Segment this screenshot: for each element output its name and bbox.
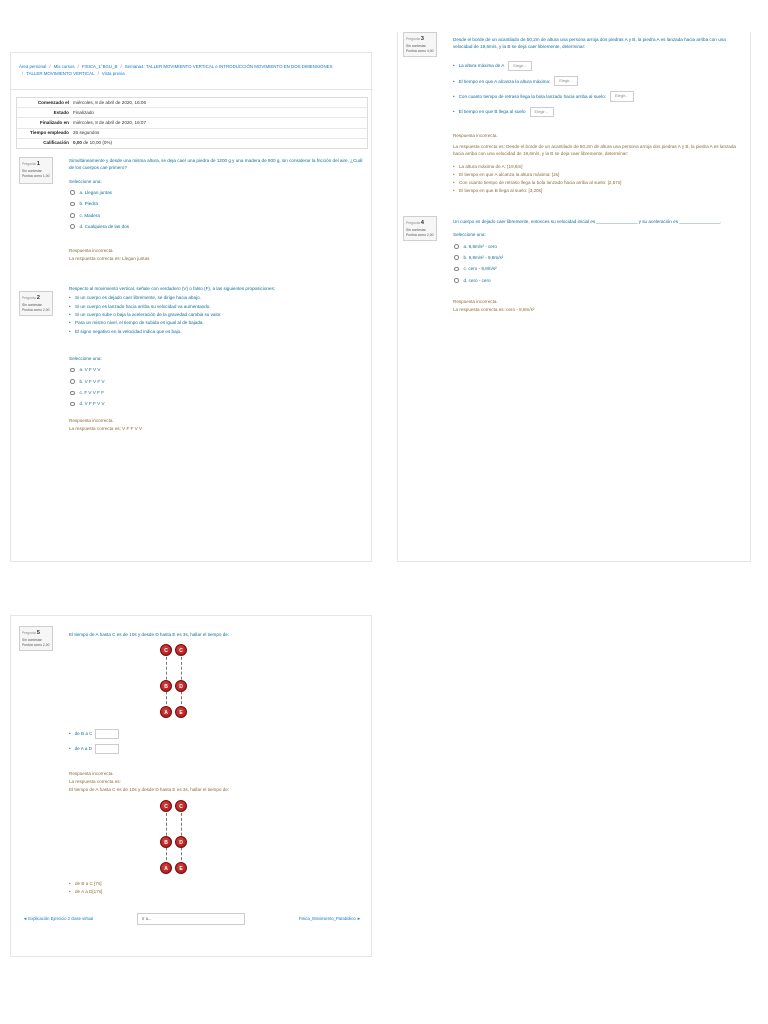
question-state: Sin contestar <box>22 637 42 642</box>
answer-input[interactable] <box>95 744 119 754</box>
flag-question-icon[interactable] <box>22 179 50 181</box>
question-number: 5 <box>36 630 40 636</box>
bullet-icon: • <box>453 78 455 84</box>
answer-option[interactable] <box>454 277 743 284</box>
radio-icon[interactable] <box>70 202 75 207</box>
ball-D-icon: D <box>175 836 187 848</box>
feedback-incorrect: Respuesta incorrecta. <box>69 248 114 253</box>
summary-row <box>17 108 367 118</box>
summary-row <box>17 118 367 128</box>
answer-input[interactable] <box>95 729 119 739</box>
question-label: Pregunta <box>406 221 420 225</box>
question-3-feedback <box>453 132 743 196</box>
answer-dropdown[interactable]: Elegir... <box>610 91 634 101</box>
question-number: 3 <box>420 36 424 42</box>
quiz-page-1 <box>10 52 372 562</box>
question-4-body <box>453 218 743 284</box>
radio-icon[interactable] <box>70 224 75 229</box>
question-points: Puntúa como 2,00 <box>22 307 50 312</box>
answer-option-label: c. F V V F F <box>79 390 105 396</box>
feedback-answer-item: • de B a C [7s] <box>69 880 269 888</box>
answer-dropdown[interactable]: Elegir... <box>554 76 578 86</box>
feedback-answer-item: • de A a D[17s] <box>69 888 269 896</box>
breadcrumb-separator: / <box>77 64 79 69</box>
feedback-incorrect: Respuesta incorrecta. <box>453 299 498 304</box>
feedback-answer-item: • La altura máxima de A: [19,6m] <box>453 163 743 171</box>
ball-C-icon: C <box>160 800 172 812</box>
radio-icon[interactable] <box>454 244 459 249</box>
radio-icon[interactable] <box>454 267 459 272</box>
bullet-icon: • <box>453 109 455 115</box>
question-text: Respecto al movimiento vertical, señale con verdadero (V) o falso (F), a las siguientes proposiciones: <box>69 286 276 291</box>
radio-icon[interactable] <box>70 368 75 373</box>
summary-value: 26 segundos <box>73 130 100 136</box>
grade-total: de 10,00 (0%) <box>81 140 113 146</box>
matching-item <box>453 61 743 71</box>
breadcrumb-preview[interactable]: Vista previa <box>101 71 125 77</box>
question-info-3 <box>403 32 437 57</box>
summary-label: Tiempo empleado <box>30 130 69 136</box>
question-info-5 <box>19 626 53 651</box>
jump-to-select[interactable]: Ir a... <box>137 913 245 925</box>
question-3-body <box>453 36 743 122</box>
attempt-summary-table <box>16 97 368 149</box>
matching-item <box>453 76 743 86</box>
feedback-correct-answer: La respuesta correcta es: V F F V V <box>69 425 143 431</box>
question-text: Desde el borde de un acantilado de 50,2m de altura una persona arroja dos piedras A y B, la piedra A es lanzada hacia arriba con una velocidad de 19,6m/s, y la B se deja caer libremente, determinar: <box>453 37 726 50</box>
question-number: 1 <box>36 161 40 167</box>
bullet-icon: • <box>69 731 71 737</box>
question-state: Sin contestar <box>22 168 42 173</box>
question-state: Sin contestar <box>406 227 426 232</box>
question-text: Simultáneamente y desde una misma altura, se deja caer una piedra de 1200 g y una madera de 900 g, sin considerar la fricción del aire. ¿Cuál de los cuerpos cae primero? <box>69 158 363 171</box>
question-number: 4 <box>420 220 424 226</box>
question-2-feedback <box>69 417 364 433</box>
summary-label: Estado <box>53 109 69 115</box>
answer-option-label: b. V F V F V <box>79 378 105 384</box>
select-one-label: Seleccione una: <box>453 232 486 238</box>
ball-C-icon: C <box>175 644 187 656</box>
feedback-answer-list <box>453 163 743 196</box>
breadcrumb-quiz[interactable]: TALLER MOVIMIENTO VERTICAL <box>26 71 95 77</box>
question-points: Puntúa como 2,00 <box>406 232 434 237</box>
answer-option[interactable] <box>70 378 364 385</box>
answer-option-label: b. Piedra <box>79 201 98 207</box>
feedback-correct-answer: La respuesta correcta es: cero - 9,8m/s² <box>453 306 535 312</box>
ball-B-icon: B <box>160 836 172 848</box>
bullet-icon: • <box>453 63 455 69</box>
answer-option-label: d. V F F V V <box>79 401 105 407</box>
question-4-feedback <box>453 298 743 314</box>
question-state: Sin contestar <box>406 43 426 48</box>
question-info-1 <box>19 157 53 184</box>
feedback-incorrect: Respuesta incorrecta. <box>453 133 498 138</box>
proposition-item: • Si un cuerpo es lanzado hacia arriba su velocidad va aumentando. <box>69 303 364 310</box>
answer-option-label: a. Llegan juntas <box>79 190 112 196</box>
next-activity-link[interactable]: Fisica_Movimiento_Parabolico ► <box>298 916 361 921</box>
ball-A-icon: A <box>160 862 172 874</box>
select-one-label: Seleccione una: <box>69 356 102 362</box>
question-points: Puntúa como 1,00 <box>22 173 50 178</box>
feedback-question-text: El tiempo de A hasta C es de 10s y desde D hasta E es 3s, hallar el tiempo de: <box>69 786 230 792</box>
summary-value: miércoles, 8 de abril de 2020, 16:07 <box>73 119 147 125</box>
question-text: El tiempo de A hasta C es de 10s y desde D hasta E es 3s, hallar el tiempo de: <box>69 632 230 637</box>
breadcrumb-course[interactable]: FISICA_1°BGU_B <box>81 64 118 69</box>
question-label: Pregunta <box>22 296 36 300</box>
breadcrumb <box>19 63 364 78</box>
question-1-feedback <box>69 247 364 263</box>
summary-value: Finalizado <box>73 109 94 115</box>
answer-option[interactable] <box>70 366 364 373</box>
breadcrumb-separator: / <box>97 71 99 77</box>
radio-icon[interactable] <box>454 278 459 283</box>
answer-option-label: b. 9,8m/s² - 9,8m/s² <box>463 255 504 261</box>
question-number: 2 <box>36 295 40 301</box>
summary-value: miércoles, 8 de abril de 2020, 16:06 <box>73 99 147 105</box>
select-one-label: Seleccione una: <box>69 178 102 184</box>
vertical-motion-diagram-feedback <box>151 798 201 878</box>
answer-option[interactable] <box>454 265 743 272</box>
breadcrumb-my-courses[interactable]: Mis cursos <box>53 64 75 69</box>
breadcrumb-separator: / <box>49 64 51 69</box>
radio-icon[interactable] <box>70 402 75 407</box>
question-label: Pregunta <box>22 162 36 166</box>
question-5-body <box>69 631 359 638</box>
feedback-answer-list <box>69 880 269 896</box>
proposition-item: • Si un cuerpo es dejado caer libremente, se dirige hacia abajo. <box>69 294 364 301</box>
question-5-inputs <box>69 724 269 759</box>
matching-item <box>453 107 743 117</box>
radio-icon[interactable] <box>70 213 75 218</box>
answer-option[interactable] <box>70 389 364 396</box>
question-label: Pregunta <box>406 37 420 41</box>
answer-option[interactable] <box>454 254 743 261</box>
feedback-answer-item: • Con cuanto tiempo de retraso llega la bola lanzado hacia arriba al suelo: [2,57s] <box>453 179 743 187</box>
answer-option-label: a. 9,8m/s² - cero <box>463 243 497 249</box>
ball-E-icon: E <box>175 706 187 718</box>
answer-option[interactable] <box>70 200 364 207</box>
answer-option-label: c. Madera <box>79 212 100 218</box>
bullet-icon: • <box>69 746 71 752</box>
summary-row <box>17 129 367 139</box>
breadcrumb-separator: / <box>22 71 24 77</box>
matching-item-label: Con cuanto tiempo de retraso llega la bola lanzado hacia arriba al suelo: <box>458 93 606 99</box>
question-label: Pregunta <box>22 631 36 635</box>
ball-C-icon: C <box>160 644 172 656</box>
radio-icon[interactable] <box>454 255 459 260</box>
question-state: Sin contestar <box>22 302 42 307</box>
matching-item <box>453 91 743 101</box>
previous-activity-link[interactable]: ◄ Explicación Ejercicio 2 clase virtual <box>23 916 94 921</box>
ball-E-icon: E <box>175 862 187 874</box>
question-5-feedback <box>69 770 359 793</box>
question-points: Puntúa como 2,00 <box>22 642 50 647</box>
answer-dropdown[interactable]: Elegir... <box>530 107 554 117</box>
answer-option-label: c. cero - 9,8m/s² <box>463 266 497 272</box>
breadcrumb-separator: / <box>120 64 122 69</box>
answer-option[interactable] <box>454 243 743 250</box>
answer-dropdown[interactable]: Elegir... <box>508 61 532 71</box>
question-text: Un cuerpo es dejado caer libremente, entonces su velocidad inicial es ________________ y su aceleración es ________________. <box>453 219 722 224</box>
vertical-motion-diagram <box>151 642 201 722</box>
answer-option-label: d. Cualquiera de las dos <box>79 224 130 230</box>
matching-item-label: El tiempo en que B llega al suelo <box>458 109 526 115</box>
answer-option-label: d. cero - cero <box>463 277 491 283</box>
question-points: Puntúa como 4,00 <box>406 48 434 53</box>
question-info-2 <box>19 291 53 316</box>
summary-label: Comenzado el <box>37 99 69 105</box>
radio-icon[interactable] <box>70 190 75 195</box>
bullet-icon: • <box>453 93 455 99</box>
ball-A-icon: A <box>160 706 172 718</box>
summary-value <box>73 140 367 146</box>
summary-row <box>17 139 367 148</box>
answer-row-label: de A a D <box>74 746 92 752</box>
breadcrumb-divider <box>11 89 373 90</box>
question-2-body <box>69 285 364 408</box>
ball-D-icon: D <box>175 680 187 692</box>
proposition-item: • El signo negativo en la velocidad indica que es bajo. <box>69 328 364 335</box>
summary-label: Finalizado en <box>39 119 69 125</box>
matching-item-label: El tiempo en que A alcanza la altura máxima: <box>458 78 551 84</box>
answer-row <box>69 729 269 739</box>
breadcrumb-home[interactable]: Área personal <box>19 64 47 69</box>
feedback-incorrect: Respuesta incorrecta. <box>69 771 114 776</box>
radio-icon[interactable] <box>70 379 75 384</box>
summary-label: Calificación <box>43 140 69 146</box>
feedback-answer-item: • El tiempo en que B llega al suelo: [3,20s] <box>453 187 743 195</box>
feedback-correct-answer: La respuesta correcta es: Desde el borde de un acantilado de 50,2m de altura una persona arroja dos piedras A y B, la piedra A es lanzada hacia arriba con una velocidad de 19,6m/s, y la B se deja caer libremente, determinar: <box>453 143 736 156</box>
proposition-list <box>69 294 364 335</box>
feedback-answer-item: • El tiempo en que A alcanza la altura máxima: [2s] <box>453 171 743 179</box>
summary-row <box>17 98 367 108</box>
ball-B-icon: B <box>160 680 172 692</box>
feedback-correct-intro: La respuesta correcta es: <box>69 778 121 784</box>
quiz-page-3 <box>10 615 372 957</box>
grade-value: 0,00 <box>73 140 82 146</box>
proposition-item: • Para un mismo nivel, el tiempo de subida es igual al de bajada. <box>69 319 364 326</box>
proposition-item: • Si un cuerpo sube o baja la aceleración de la gravedad cambia su valor. <box>69 311 364 318</box>
ball-C-icon: C <box>175 800 187 812</box>
answer-option-label: a. V F V V <box>79 367 101 373</box>
answer-row-label: de B a C <box>74 731 93 737</box>
breadcrumb-week[interactable]: Semana4: TALLER MOVIMIENTO VERTICAL e INTRODUCCIÓN MOVIMIENTO EN DOS DIMENSIONES <box>124 64 333 69</box>
feedback-correct-answer: La respuesta correcta es: Llegan juntas <box>69 255 150 261</box>
answer-option[interactable] <box>70 212 364 219</box>
matching-item-label: La altura máxima de A <box>458 63 505 69</box>
feedback-incorrect: Respuesta incorrecta. <box>69 418 114 423</box>
answer-option[interactable] <box>70 400 364 407</box>
answer-row <box>69 744 269 754</box>
quiz-page-2 <box>397 32 751 562</box>
question-1-body <box>69 157 364 230</box>
question-info-4 <box>403 216 437 241</box>
question-5-feedback-answers <box>69 878 269 897</box>
radio-icon[interactable] <box>70 391 75 396</box>
answer-option[interactable] <box>70 223 364 230</box>
answer-option[interactable] <box>70 189 364 196</box>
